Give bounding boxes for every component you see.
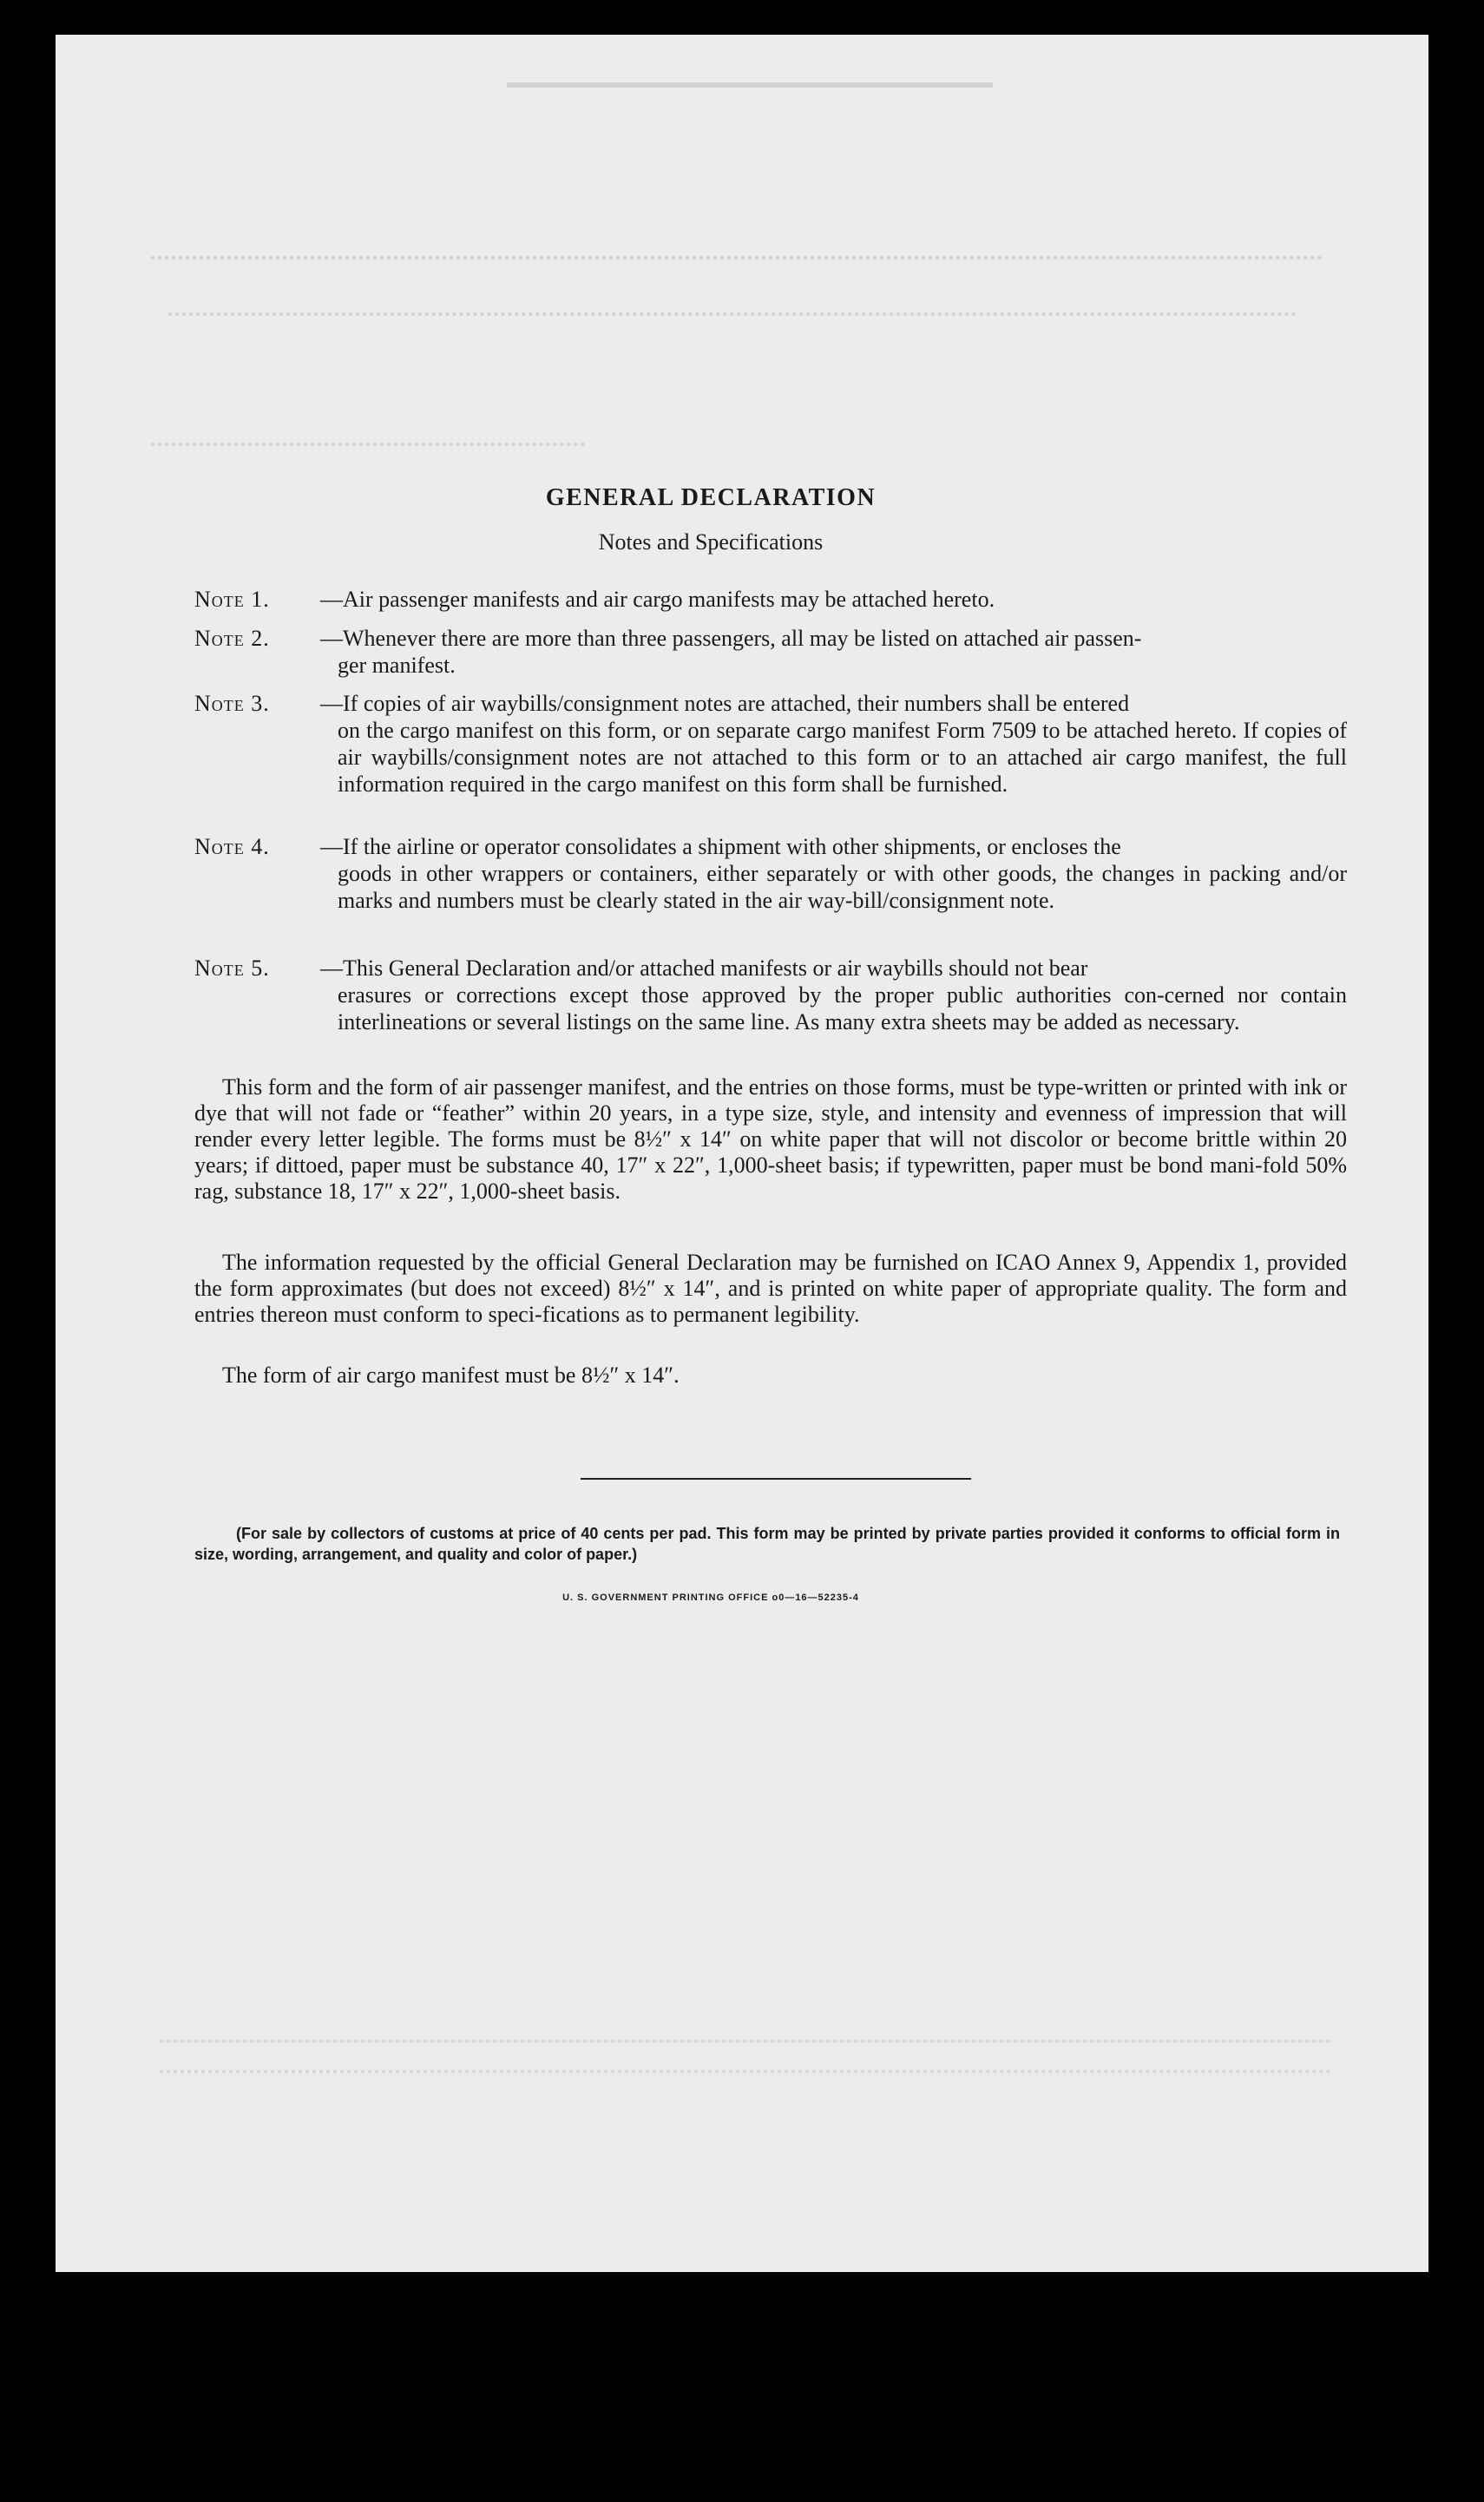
printer-imprint: U. S. GOVERNMENT PRINTING OFFICE o0—16—52235-4	[562, 1592, 859, 1603]
bleed-through-line	[151, 256, 1323, 272]
note-label: Note 5.	[194, 955, 270, 981]
bleed-through-line	[160, 2070, 1331, 2085]
note-text: —This General Declaration and/or attached manifests or air waybills should not bear	[320, 955, 1088, 981]
note-label: Note 3.	[194, 691, 270, 716]
note-label: Note 4.	[194, 834, 270, 859]
document-page	[56, 35, 1428, 2272]
bleed-through-heading	[507, 82, 993, 105]
cargo-manifest-size-paragraph: The form of air cargo manifest must be 8½″ x 14″.	[222, 1363, 680, 1388]
note-text: —Whenever there are more than three passengers, all may be listed on attached air passen-	[320, 626, 1142, 651]
scan-edge-mark-left	[82, 0, 187, 24]
bleed-through-line	[168, 312, 1297, 328]
note-label: Note 2.	[194, 626, 270, 651]
note-2	[194, 625, 1347, 679]
note-text-continued: erasures or corrections except those approved by the proper public authorities con-cerned nor contain interlineations or several listings on the same line. As many extra sheets may be added as necessary.	[338, 982, 1347, 1034]
page-title: GENERAL DECLARATION	[545, 484, 877, 511]
icao-paragraph: The information requested by the official General Declaration may be furnished on ICAO Annex 9, Appendix 1, provided the form approximates (but does not exceed) 8½″ x 14″, and is printed on white paper of appropriate quality. The form and entries thereon must conform to speci-fications as to permanent legibility.	[194, 1250, 1347, 1327]
note-text-continued: on the cargo manifest on this form, or on separate cargo manifest Form 7509 to be attached hereto. If copies of air waybills/consignment notes are not attached to this form or to an attached air cargo manifest, the full information required in the cargo manifest on this form shall be furnished.	[338, 718, 1347, 797]
bleed-through-line	[160, 2039, 1331, 2055]
scan-edge-mark-right	[1098, 0, 1193, 24]
note-text-continued: ger manifest.	[338, 653, 456, 678]
note-label: Note 1.	[194, 587, 270, 612]
note-1	[194, 586, 1347, 613]
note-text: —If copies of air waybills/consignment notes are attached, their numbers shall be entered	[320, 691, 1130, 716]
note-4	[194, 833, 1347, 914]
sale-notice: (For sale by collectors of customs at price of 40 cents per pad. This form may be printed by private parties provided it conforms to official form in size, wording, arrangement, and quality and color of paper.)	[194, 1525, 1340, 1563]
note-3	[194, 690, 1347, 798]
note-text-continued: goods in other wrappers or containers, either separately or with other goods, the changes in packing and/or marks and numbers must be clearly stated in the air way-bill/consignment note.	[338, 861, 1347, 913]
page-subtitle: Notes and Specifications	[598, 529, 824, 555]
divider	[581, 1478, 971, 1480]
note-5	[194, 955, 1347, 1035]
bleed-through-line	[151, 443, 585, 458]
note-text: —If the airline or operator consolidates a shipment with other shipments, or encloses the	[320, 834, 1121, 859]
specifications-paragraph: This form and the form of air passenger manifest, and the entries on those forms, must be type-written or printed with ink or dye that will not fade or “feather” within 20 years, in a type size, style, and intensity and evenness of impression that will render every letter legible. The forms must be 8½″ x 14″ on white paper that will not discolor or become brittle within 20 years; if dittoed, paper must be substance 40, 17″ x 22″, 1,000-sheet basis; if typewritten, paper must be bond mani-fold 50% rag, substance 18, 17″ x 22″, 1,000-sheet basis.	[194, 1074, 1347, 1204]
note-text: —Air passenger manifests and air cargo manifests may be attached hereto.	[320, 587, 995, 612]
